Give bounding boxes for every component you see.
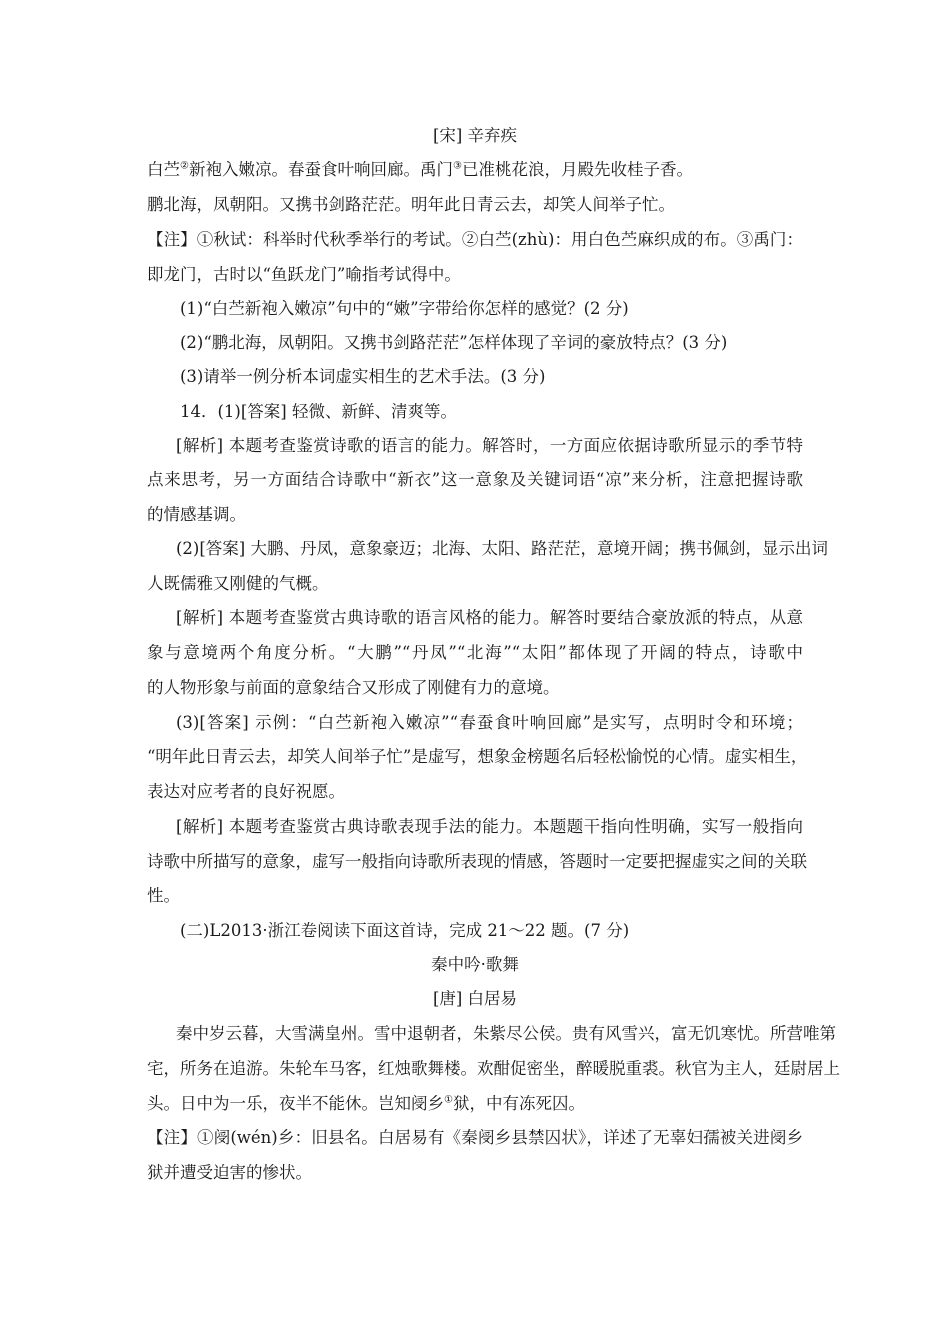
question-1: (1)“白苎新袍入嫩凉”句中的“嫩”字带给你怎样的感觉？(2 分): [180, 299, 629, 318]
answer-3-analysis-line2: 诗歌中所描写的意象，虚写一般指向诗歌所表现的情感，答题时一定要把握虚实之间的关联: [147, 852, 807, 871]
section2-note-line1: 【注】①阌(wén)乡：旧县名。白居易有《秦阌乡县禁囚状》，详述了无辜妇孺被关进阌乡: [147, 1128, 803, 1147]
section2-poem-line2: 宅，所务在追游。朱轮车马客，红烛歌舞楼。欢酣促密坐，醉暖脱重裘。秋官为主人，廷尉居上: [147, 1059, 840, 1078]
section2-poem-line1: 秦中岁云暮，大雪满皇州。雪中退朝者，朱紫尽公侯。贵有风雪兴，富无饥寒忧。所营唯第: [176, 1024, 836, 1043]
answer-3-analysis-line1: [解析] 本题考查鉴赏古典诗歌表现手法的能力。本题题干指向性明确，实写一般指向: [176, 817, 803, 836]
answer-1: 14．(1)[答案] 轻微、新鲜、清爽等。: [180, 402, 457, 421]
poem1-line2: 鹏北海，凤朝阳。又携书剑路茫茫。明年此日青云去，却笑人间举子忙。: [147, 195, 675, 214]
answer-2-line2: 人既儒雅又刚健的气概。: [147, 574, 329, 593]
answer-3-line3: 表达对应考者的良好祝愿。: [147, 782, 345, 801]
section2-poem-line3: 头。日中为一乐，夜半不能休。岂知阌乡①狱，中有冻死囚。: [147, 1094, 585, 1113]
poem1-note-line1: 【注】①秋试：科举时代秋季举行的考试。②白苎(zhù)：用白色苎麻织成的布。③禹门：: [147, 230, 803, 249]
poem1-line1: 白苎②新袍入嫩凉。春蚕食叶响回廊。禹门③已准桃花浪，月殿先收桂子香。: [147, 160, 693, 179]
section2-poem-author: [唐] 白居易: [432, 989, 518, 1008]
section2-intro: (二)L2013·浙江卷阅读下面这首诗，完成 21～22 题。(7 分): [180, 921, 630, 940]
answer-1-analysis-line3: 的情感基调。: [147, 505, 246, 524]
section2-poem-title: 秦中吟·歌舞: [431, 955, 519, 974]
answer-2-analysis-line2: 象与意境两个角度分析。“大鹏”“丹凤”“北海”“太阳”都体现了开阔的特点，诗歌中: [147, 643, 803, 662]
answer-3-line1: (3)[答案] 示例：“白苎新袍入嫩凉”“春蚕食叶响回廊”是实写，点明时令和环境；: [176, 713, 803, 732]
answer-2-analysis-line3: 的人物形象与前面的意象结合又形成了刚健有力的意境。: [147, 678, 560, 697]
answer-1-analysis-line2: 点来思考，另一方面结合诗歌中“新衣”这一意象及关键词语“凉”来分析，注意把握诗歌: [147, 470, 803, 489]
question-2: (2)“鹏北海，凤朝阳。又携书剑路茫茫”怎样体现了辛词的豪放特点？(3 分): [180, 333, 728, 352]
section2-note-line2: 狱并遭受迫害的惨状。: [147, 1163, 312, 1182]
answer-1-analysis-line1: [解析] 本题考查鉴赏诗歌的语言的能力。解答时，一方面应依据诗歌所显示的季节特: [176, 436, 803, 455]
answer-3-line2: “明年此日青云去，却笑人间举子忙”是虚写，想象金榜题名后轻松愉悦的心情。虚实相生，: [147, 747, 808, 766]
poem1-author: [宋] 辛弃疾: [432, 126, 518, 145]
answer-2-line1: (2)[答案] 大鹏、丹凤，意象豪迈；北海、太阳、路茫茫，意境开阔；携书佩剑，显示出词: [176, 539, 828, 558]
answer-3-analysis-line3: 性。: [147, 886, 180, 905]
answer-2-analysis-line1: [解析] 本题考查鉴赏古典诗歌的语言风格的能力。解答时要结合豪放派的特点，从意: [176, 608, 803, 627]
question-3: (3)请举一例分析本词虚实相生的艺术手法。(3 分): [180, 367, 546, 386]
poem1-note-line2: 即龙门，古时以“鱼跃龙门”喻指考试得中。: [147, 265, 461, 284]
